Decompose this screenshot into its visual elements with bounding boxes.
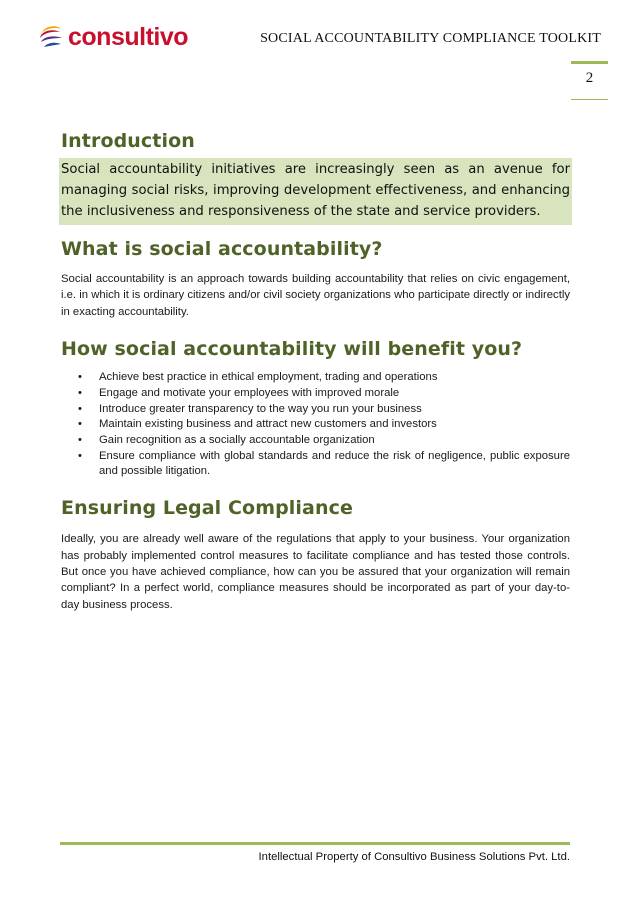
what-is-paragraph: Social accountability is an approach towards building accountability that relies on civic engagement, i.e. in which it is ordinary citizens and/or civil society organizations who participate directly or indirectly in exacting accountability. xyxy=(61,273,570,318)
introduction-heading: Introduction xyxy=(61,130,195,152)
introduction-highlight: Social accountability initiatives are increasingly seen as an avenue for managing social risks, improving development effectiveness, and enhancing the inclusiveness and responsiveness of the state and service providers. xyxy=(59,158,572,225)
list-item: • Maintain existing business and attract new customers and investors xyxy=(78,417,570,433)
list-item: • Introduce greater transparency to the way you run your business xyxy=(78,402,570,418)
footer-rule xyxy=(60,842,570,845)
footer-text: Intellectual Property of Consultivo Business Solutions Pvt. Ltd. xyxy=(258,851,570,863)
benefits-section xyxy=(61,338,570,480)
page-content xyxy=(61,130,570,613)
list-item: • Engage and motivate your employees with improved morale xyxy=(78,386,570,402)
what-is-heading: What is social accountability? xyxy=(61,238,383,260)
legal-paragraph: Ideally, you are already well aware of the regulations that apply to your business. Your organization has probably implemented control measures to facilitate compliance and has tested those controls. But once you have achieved compliance, how can you be assured that your organization will remain compliant? In a perfect world, compliance measures should be incorporated as part of your day-to-day business process. xyxy=(61,533,570,611)
page-number-rule-top xyxy=(571,61,608,64)
introduction-section xyxy=(61,130,570,225)
benefits-list xyxy=(61,370,570,480)
list-item: • Achieve best practice in ethical employment, trading and operations xyxy=(78,370,570,386)
what-is-section xyxy=(61,238,570,320)
page-number: 2 xyxy=(585,70,594,86)
consultivo-logo xyxy=(38,22,188,52)
legal-section xyxy=(61,497,570,613)
logo-wordmark: consultivo xyxy=(68,22,189,51)
legal-heading: Ensuring Legal Compliance xyxy=(61,497,353,520)
list-item: • Ensure compliance with global standards and reduce the risk of negligence, public exposure and possible litigation. xyxy=(78,449,570,480)
list-item: • Gain recognition as a socially accountable organization xyxy=(78,433,570,449)
benefits-heading: How social accountability will benefit you? xyxy=(61,338,523,361)
logo-swirl-icon xyxy=(38,23,64,51)
document-title: SOCIAL ACCOUNTABILITY COMPLIANCE TOOLKIT xyxy=(260,31,601,46)
page-number-rule-bottom xyxy=(571,99,608,100)
